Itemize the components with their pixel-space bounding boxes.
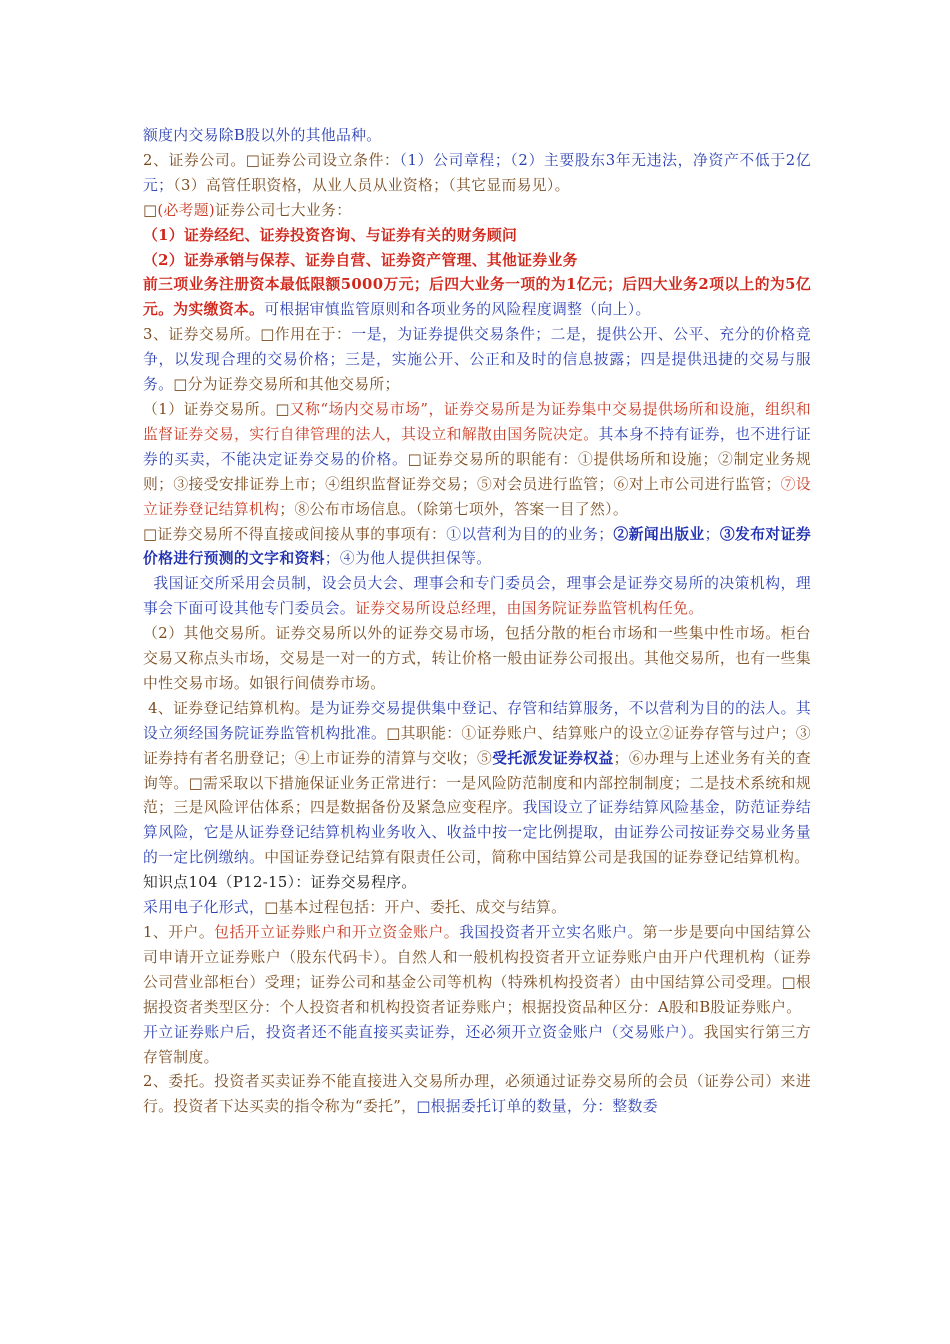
- paragraph-3: [143, 199, 811, 224]
- text-run: 我国实行第三方存管制度。: [143, 1023, 811, 1066]
- text-run: （1）证券交易所。□: [143, 400, 290, 418]
- text-run: (必考题): [157, 201, 216, 219]
- text-run: □基本过程包括：开户、委托、成交与结算。: [264, 899, 567, 917]
- text-run: 采用电子化形式，: [143, 899, 265, 917]
- paragraph-12: [143, 697, 811, 871]
- text-run: 前三项业务注册资本最低限额5000万元；后四大业务一项的为1亿元；后四大业务2项以上的为5亿元。为实缴资本。: [143, 276, 811, 319]
- paragraph-8: [143, 398, 811, 523]
- paragraph-9: [143, 523, 811, 573]
- document-page: [143, 124, 811, 1120]
- text-run: ；: [704, 525, 720, 543]
- text-run: 我国证交所采用会员制，设会员大会、理事会和专门委员会，理事会是证券交易所的决策机构，理事会下面可设其他专门委员会。: [143, 575, 811, 618]
- paragraph-7: [143, 323, 811, 398]
- text-run: 证券公司七大业务：: [215, 201, 352, 219]
- text-run: □证券交易所的职能有：①提供场所和设施；②制定业务规则；③接受安排证券上市；④组织监督证券交易；⑤对会员进行监管；⑥对上市公司进行监管；: [143, 450, 811, 493]
- text-run: ②新闻出版业: [613, 525, 705, 543]
- text-run: ；⑥办理与上述业务有关的查询等。□需采取以下措施保证业务正常进行：一是风险防范制度和内部控制制度；二是技术系统和规范；三是风险评估体系；四是数据备份及紧急应变程序。: [143, 749, 811, 817]
- text-run: 是为证券交易提供集中登记、存管和结算服务，不以营利为目的的法人。其设立须经国务院证券监管机构批准。: [143, 699, 812, 742]
- paragraph-11: [143, 622, 811, 697]
- text-run: 证券交易所设总经理，由国务院证券监管机构任免。: [355, 600, 704, 618]
- text-run: 受托派发证券权益: [492, 749, 614, 767]
- paragraph-13: [143, 871, 811, 896]
- text-run: ；④为他人提供担保等。: [324, 550, 492, 568]
- text-run: （1）证券经纪、证券投资咨询、与证券有关的财务顾问: [143, 226, 518, 244]
- paragraph-14: [143, 896, 811, 921]
- paragraph-1: [143, 124, 811, 149]
- text-run: 中国证券登记结算有限责任公司，简称中国结算公司是我国的证券登记结算机构。: [264, 849, 810, 867]
- text-run: ③发布对证券价格进行预测的文字和资料: [143, 525, 811, 568]
- text-run: □分为证券交易所和其他交易所；: [173, 376, 400, 394]
- text-run: 开立证券账户后，投资者还不能直接买卖证券，还必须开立资金账户（交易账户）。: [143, 1023, 704, 1041]
- paragraph-5: [143, 249, 811, 274]
- text-run: □证券交易所不得直接或间接从事的事项有：: [143, 525, 447, 543]
- text-run: □根据委托订单的数量，分：整数委: [416, 1098, 658, 1116]
- text-run: 1、开户。: [143, 924, 215, 941]
- text-run: □: [143, 201, 158, 219]
- text-run: 可根据审慎监管原则和各项业务的风险程度调整（向上）。: [264, 301, 651, 319]
- paragraph-17: [143, 1070, 811, 1120]
- paragraph-15: [143, 921, 811, 1021]
- paragraph-10: [143, 572, 811, 622]
- text-run: （1）公司章程；（2）主要股东3年无违法，净资产不低于2亿元；: [143, 151, 811, 194]
- text-run: ①以营利为目的的业务；: [446, 525, 614, 543]
- text-run: ；⑧公布市场信息。（除第七项外，答案一目了然）。: [279, 500, 629, 518]
- text-run: 第一步是要向中国结算公司申请开立证券账户（股东代码卡）。自然人和一般机构投资者开立证券账户由开户代理机构（证券公司营业部柜台）受理；证券公司和基金公司等机构（特殊机构投资者）由中国结算公司受理。□根据投资者类型区分：个人投资者和机构投资者证券账户；根据投资品种区分：A股和B股证券账户。: [143, 924, 811, 1016]
- text-run: 我国设立了证券结算风险基金，防范证券结算风险，它是从证券登记结算机构业务收入、收益中按一定比例提取，由证券公司按证券交易业务量的一定比例缴纳。: [143, 799, 811, 867]
- paragraph-4: [143, 224, 811, 249]
- text-run: （2）证券承销与保荐、证券自营、证券资产管理、其他证券业务: [143, 251, 578, 269]
- text-run: 2、证券公司。□证券公司设立条件：: [143, 151, 400, 169]
- text-run: 一是，为证券提供交易条件；二是，提供公开、公平、充分的价格竞争，以发现合理的交易价格；三是，实施公开、公正和及时的信息披露；四是提供迅捷的交易与服务。: [143, 326, 811, 394]
- paragraph-2: [143, 149, 811, 199]
- text-run: 知识点104（P12-15）：证券交易程序。: [143, 874, 417, 892]
- text-run: □其职能：①证券账户、结算账户的设立②证券存管与过户；③证券持有者名册登记；④上市证券的清算与交收；⑤: [143, 724, 811, 767]
- text-run: 4、证券登记结算机构。: [143, 699, 310, 717]
- text-run: 我国投资者开立实名账户。: [459, 924, 643, 941]
- text-run: （3）高管任职资格，从业人员从业资格；（其它显而易见）。: [173, 176, 570, 194]
- text-run: 包括开立证券账户和开立资金账户。: [214, 924, 460, 941]
- text-run: ⑦设立证券登记结算机构: [143, 475, 811, 518]
- paragraph-16: [143, 1021, 811, 1071]
- text-run: 其本身不持有证券，也不进行证券的买卖，不能决定证券交易的价格。: [143, 425, 811, 468]
- text-run: 又称“场内交易市场”，证券交易所是为证券集中交易提供场所和设施，组织和监督证券交易，实行自律管理的法人，其设立和解散由国务院决定。: [143, 400, 811, 443]
- text-run: 3、证券交易所。□作用在于：: [143, 326, 352, 344]
- text-run: 2、委托。投资者买卖证券不能直接进入交易所办理，必须通过证券交易所的会员（证券公司）来进行。投资者下达买卖的指令称为“委托”，: [143, 1073, 811, 1116]
- text-run: 额度内交易除B股以外的其他品种。: [143, 127, 382, 144]
- paragraph-6: [143, 273, 811, 323]
- text-run: （2）其他交易所。证券交易所以外的证券交易市场，包括分散的柜台市场和一些集中性市场。柜台交易又称点头市场，交易是一对一的方式，转让价格一般由证券公司报出。其他交易所，也有一些集中性交易市场。如银行间债券市场。: [143, 625, 811, 692]
